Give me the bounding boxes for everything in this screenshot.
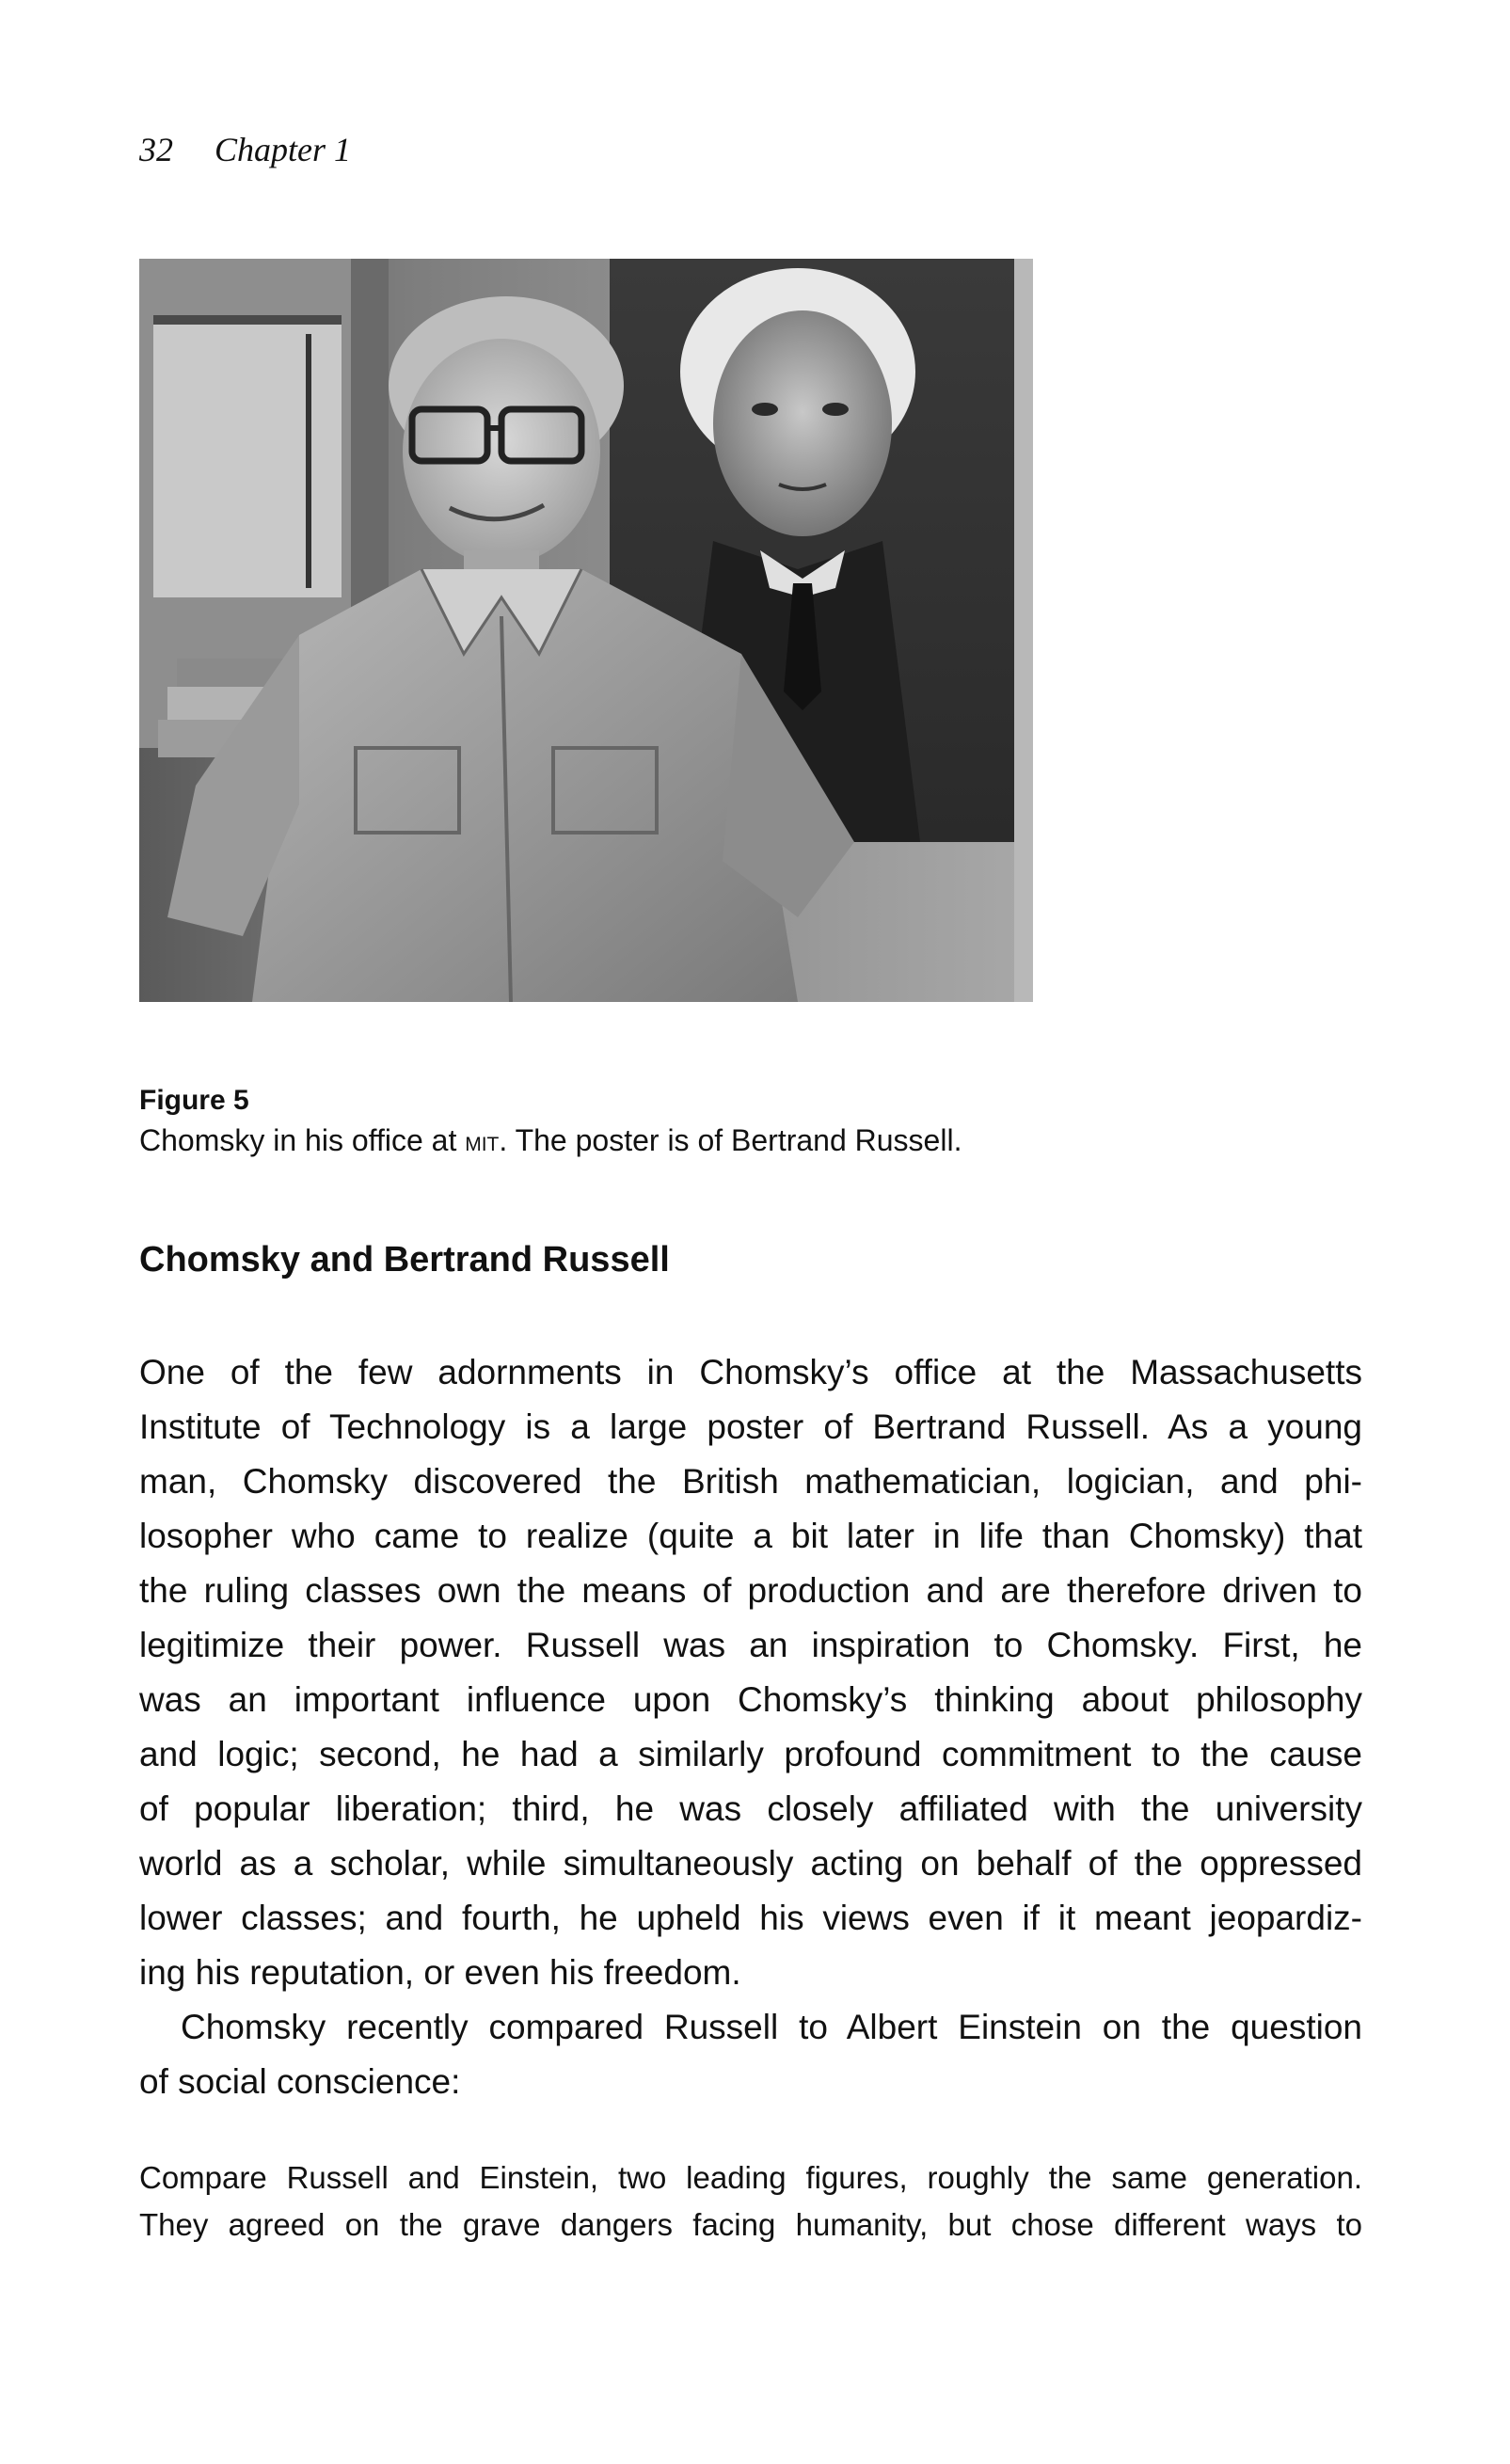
text-line: was an important influence upon Chomsky’s thinking about philosophy bbox=[139, 1680, 1362, 1719]
body-text bbox=[139, 1345, 1362, 2109]
text-line: Institute of Technology is a large poster of Bertrand Russell. As a young bbox=[139, 1407, 1362, 1446]
text-line: and logic; second, he had a similarly profound commitment to the cause bbox=[139, 1735, 1362, 1773]
text-line: of popular liberation; third, he was closely affiliated with the university bbox=[139, 1789, 1362, 1828]
text-line: lower classes; and fourth, he upheld his views even if it meant jeopardiz- bbox=[139, 1899, 1362, 1937]
text-line: world as a scholar, while simultaneously acting on behalf of the oppressed bbox=[139, 1844, 1362, 1883]
text-line: legitimize their power. Russell was an inspiration to Chomsky. First, he bbox=[139, 1626, 1362, 1664]
text-line: man, Chomsky discovered the British mathematician, logician, and phi- bbox=[139, 1462, 1362, 1501]
figure-photo bbox=[139, 259, 1033, 1002]
figure-label: Figure 5 bbox=[139, 1085, 249, 1116]
figure-caption bbox=[139, 1082, 1362, 1163]
paragraph-2 bbox=[139, 2000, 1362, 2109]
text-line: losopher who came to realize (quite a bit later in life than Chomsky) that bbox=[139, 1517, 1362, 1555]
paragraph-1 bbox=[139, 1345, 1362, 2000]
page-number: 32 bbox=[139, 131, 173, 168]
chapter-title: Chapter 1 bbox=[215, 131, 352, 168]
quote-line: They agreed on the grave dangers facing humanity, but chose different ways to bbox=[139, 2207, 1362, 2242]
section-heading: Chomsky and Bertrand Russell bbox=[139, 1240, 670, 1280]
block-quote bbox=[139, 2154, 1362, 2249]
text-line: One of the few adornments in Chomsky’s office at the Massachusetts bbox=[139, 1353, 1362, 1391]
text-line: of social conscience: bbox=[139, 2062, 461, 2101]
figure-caption-text bbox=[139, 1120, 1362, 1163]
caption-smallcaps: mit bbox=[465, 1126, 500, 1157]
caption-part: . The poster is of Bertrand Russell. bbox=[499, 1123, 962, 1157]
text-line: Chomsky recently compared Russell to Albert Einstein on the question bbox=[181, 2008, 1362, 2046]
photo-illustration bbox=[139, 259, 1033, 1002]
quote-line: Compare Russell and Einstein, two leading figures, roughly the same generation. bbox=[139, 2160, 1362, 2195]
running-head bbox=[139, 130, 351, 169]
caption-part: Chomsky in his office at bbox=[139, 1123, 466, 1157]
text-line: ing his reputation, or even his freedom. bbox=[139, 1953, 741, 1992]
text-line: the ruling classes own the means of production and are therefore driven to bbox=[139, 1571, 1362, 1610]
